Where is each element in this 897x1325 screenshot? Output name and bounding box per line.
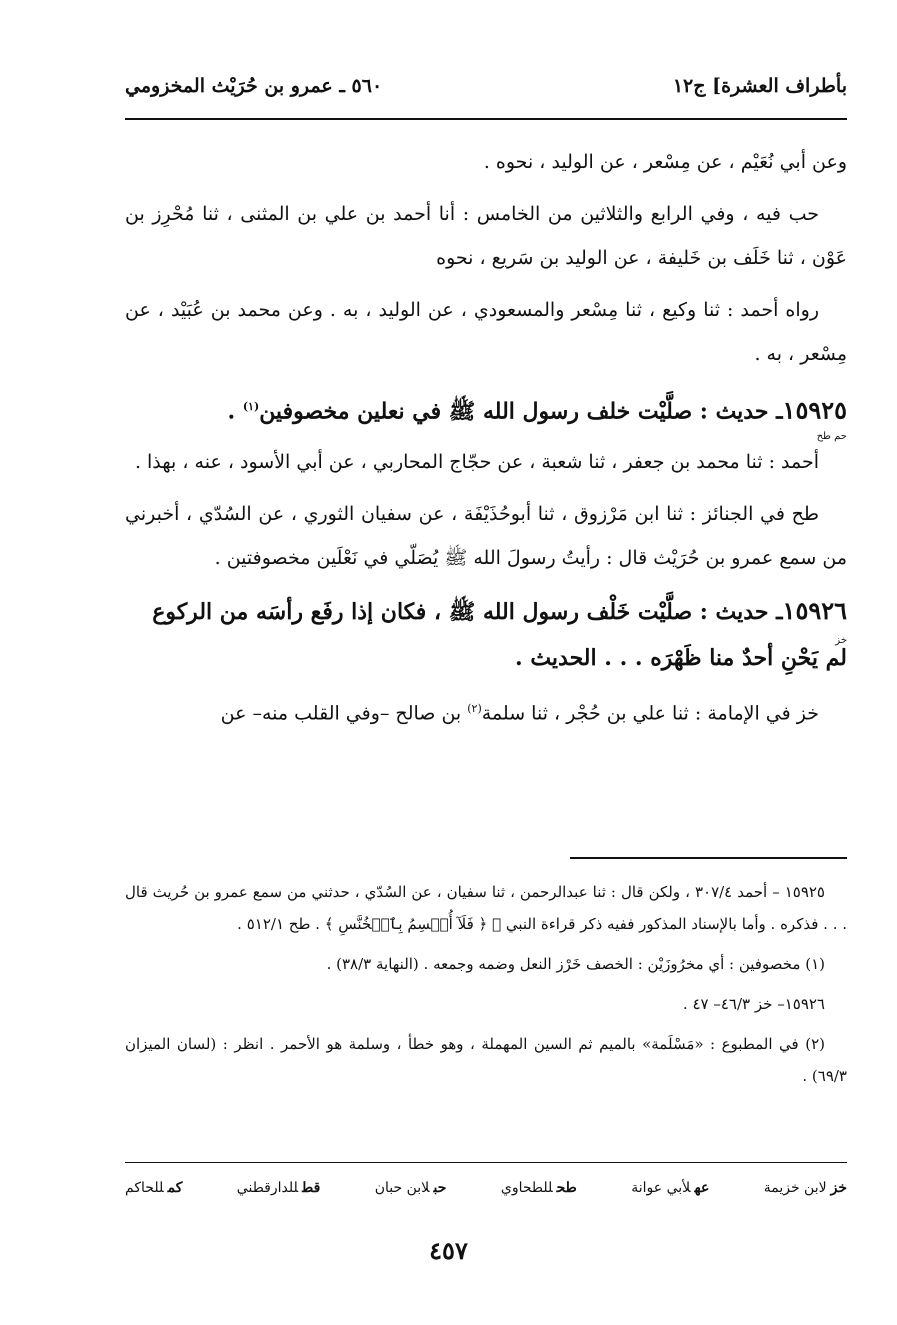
paragraph-6-text: خز في الإمامة : ثنا علي بن حُجْر ، ثنا سلمة: [481, 702, 819, 725]
legend-item: عهلأبي عوانة: [631, 1180, 710, 1196]
paragraph-6: [125, 687, 847, 735]
hadith-number: ١٥٩٢٥: [782, 395, 847, 425]
hadith-tail: .: [227, 398, 243, 425]
abbreviation-legend: [125, 1180, 847, 1196]
legend-item: حبلابن حبان: [374, 1180, 447, 1196]
footnote-ref-1[interactable]: (١): [242, 400, 260, 413]
footnote-rule: [570, 857, 847, 859]
footnote-15925: ١٥٩٢٥ – أحمد ٣٠٧/٤ ، ولكن قال : ثنا عبدالرحمن ، ثنا سفيان ، عن السُدّي ، حدثني من سمع عمرو بن حُريث قال . . . فذكره . وأما بالإسناد المذكور ففيه ذكر قراءة النبي ﷺ ﴿ فَلَآ أُقۡسِمُ بِٱلۡخُنَّسِ ﴾ . طح ٥١٢/١ .: [125, 883, 847, 933]
paragraph-3: رواه أحمد : ثنا وكيع ، ثنا مِسْعر والمسعودي ، عن الوليد ، به . وعن محمد بن عُبَيْد ، عن مِسْعر ، به .: [125, 299, 847, 365]
legend-rule: [125, 1162, 847, 1163]
paragraph-1: وعن أبي نُعَيْم ، عن مِسْعر ، عن الوليد ، نحوه .: [483, 151, 847, 173]
legend-item: قطللدارقطني: [236, 1180, 321, 1196]
header-book-title: بأطراف العشرة] ج١٢: [672, 75, 847, 97]
page-number: ٤٥٧: [429, 1236, 468, 1265]
source-tag: حم طح: [816, 431, 847, 442]
hadith-text: ـ حديث : صلَّيْت خَلْف رسول الله ﷺ ، فكان إذا رفَع رأسَه من الركوع لم يَحْنِ أحدٌ منا ظَهْرَه . . . الحديث .: [152, 599, 847, 672]
footnote-ref-2[interactable]: (٢): [467, 702, 482, 716]
hadith-text: ـ حديث : صلَّيْت خلف رسول الله ﷺ في نعلين مخصوفين: [259, 398, 783, 425]
source-tag: خز: [835, 635, 847, 647]
running-header: [125, 70, 847, 102]
footnote-2: (٢) في المطبوع : «مَسْلَمة» بالميم ثم السين المهملة ، وهو خطأ ، وسلمة هو الأحمر . انظر : (لسان الميزان ٦٩/٣) .: [125, 1035, 847, 1085]
footnote-1: (١) مخصوفين : أي مخرُوزَيْن : الخصف خَرْز النعل وضمه وجمعه . (النهاية ٣٨/٣) .: [326, 955, 825, 973]
footnote-15926: ١٥٩٢٦– خز ٤٦/٣– ٤٧ .: [682, 995, 825, 1013]
legend-item: خزلابن خزيمة: [763, 1180, 847, 1196]
paragraph-6-text-end: بن صالح –وفي القلب منه– عن: [220, 702, 468, 725]
header-rule: [125, 118, 847, 120]
hadith-number: ١٥٩٢٦: [782, 596, 847, 626]
paragraph-4: أحمد : ثنا محمد بن جعفر ، ثنا شعبة ، عن حجّاج المحاربي ، عن أبي الأسود ، عنه ، بهذا .: [134, 451, 819, 474]
header-chapter-title: ٥٦٠ ـ عمرو بن حُرَيْث المخزومي: [125, 75, 383, 97]
paragraph-2: حب فيه ، وفي الرابع والثلاثين من الخامس : أنا أحمد بن علي بن المثنى ، ثنا مُحْرِز بن عَوْن ، ثنا خَلَف بن خَليفة ، عن الوليد بن سَريع ، نحوه: [125, 203, 847, 269]
legend-item: طحللطحاوي: [500, 1180, 577, 1196]
hadith-15925-heading: [125, 384, 847, 442]
legend-item: كمللحاكم: [125, 1180, 183, 1196]
hadith-15926-heading: [125, 588, 847, 681]
paragraph-5: طح في الجنائز : ثنا ابن مَرْزوق ، ثنا أبوحُذَيْفَة ، عن سفيان الثوري ، عن السُدّي ، أخبرني من سمع عمرو بن حُرَيْث قال : رأيتُ رسولَ الله ﷺ يُصَلّي في نَعْلَين مخصوفتين .: [125, 503, 847, 570]
footnotes: [125, 876, 847, 1100]
main-text: [125, 140, 847, 744]
